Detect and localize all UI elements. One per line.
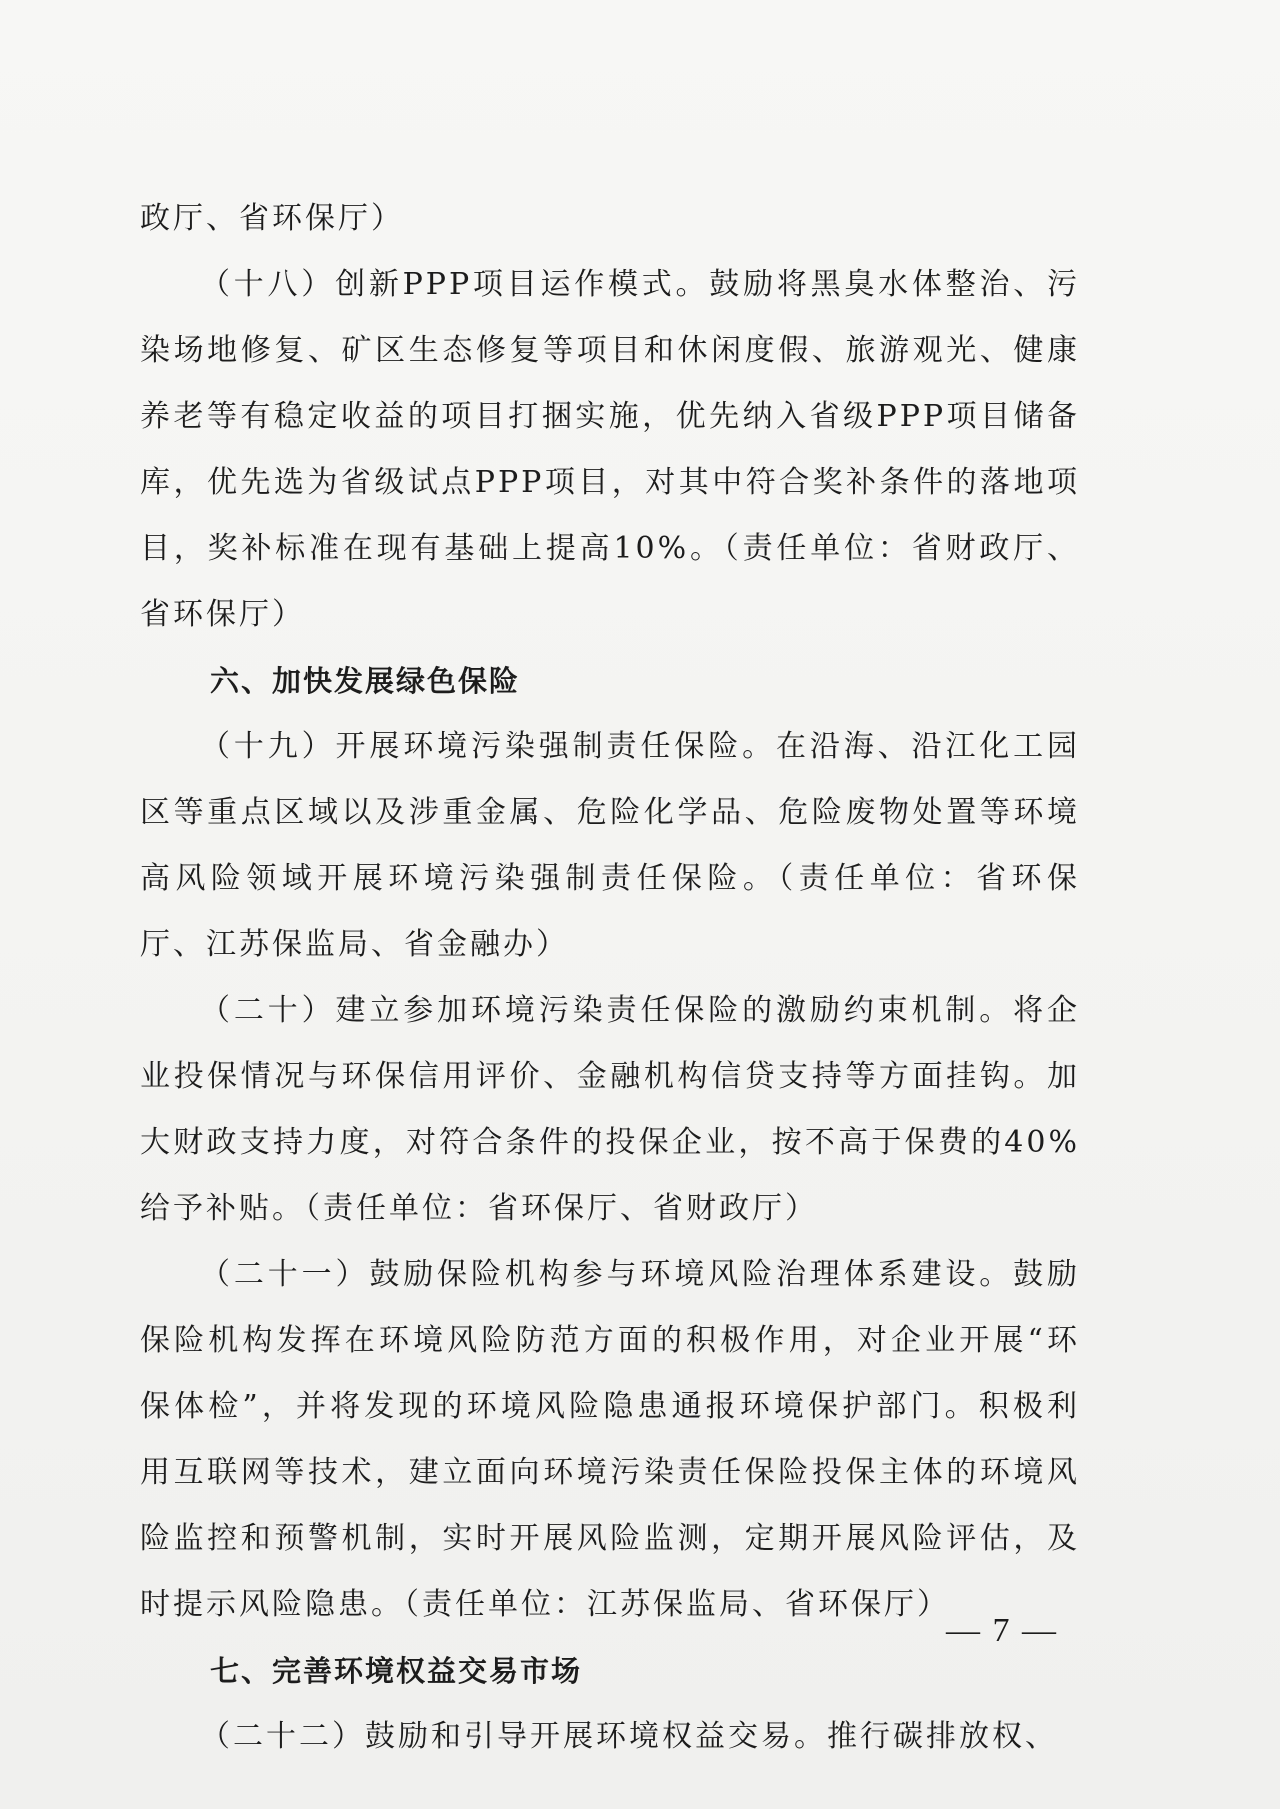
section-heading-green-insurance: 六、加快发展绿色保险 xyxy=(210,664,521,698)
paragraph-21-insurance-risk-governance: （二十一）鼓励保险机构参与环境风险治理体系建设。鼓励保险机构发挥在环境风险防范方面的积极作用，对企业开展“环保体检”，并将发现的环境风险隐患通报环境保护部门。积极利用互联网等技术，建立面向环境污染责任保险投保主体的环境风险监控和预警机制，实时开展风险监测，定期开展风险评估，及时提示风险隐患。（责任单位：江苏保监局、省环保厅） xyxy=(140,1257,1080,1622)
document-body xyxy=(140,186,1080,1770)
page-number: — 7 — xyxy=(946,1612,1058,1649)
paragraph-20-incentive-mechanism: （二十）建立参加环境污染责任保险的激励约束机制。将企业投保情况与环保信用评价、金融机构信贷支持等方面挂钩。加大财政支持力度，对符合条件的投保企业，按不高于保费的40%给予补贴。（责任单位：省环保厅、省财政厅） xyxy=(140,993,1080,1226)
paragraph-19-mandatory-insurance: （十九）开展环境污染强制责任保险。在沿海、沿江化工园区等重点区域以及涉重金属、危险化学品、危险废物处置等环境高风险领域开展环境污染强制责任保险。（责任单位：省环保厅、江苏保监局、省金融办） xyxy=(140,729,1080,962)
paragraph-continuation: 政厅、省环保厅） xyxy=(140,201,404,236)
paragraph-22-rights-trading: （二十二）鼓励和引导开展环境权益交易。推行碳排放权、 xyxy=(200,1719,1058,1754)
paragraph-18-ppp: （十八）创新PPP项目运作模式。鼓励将黑臭水体整治、污染场地修复、矿区生态修复等项目和休闲度假、旅游观光、健康养老等有稳定收益的项目打捆实施，优先纳入省级PPP项目储备库，优先选为省级试点PPP项目，对其中符合奖补条件的落地项目，奖补标准在现有基础上提高10%。（责任单位：省财政厅、省环保厅） xyxy=(140,267,1080,632)
section-heading-rights-trading: 七、完善环境权益交易市场 xyxy=(210,1654,583,1688)
